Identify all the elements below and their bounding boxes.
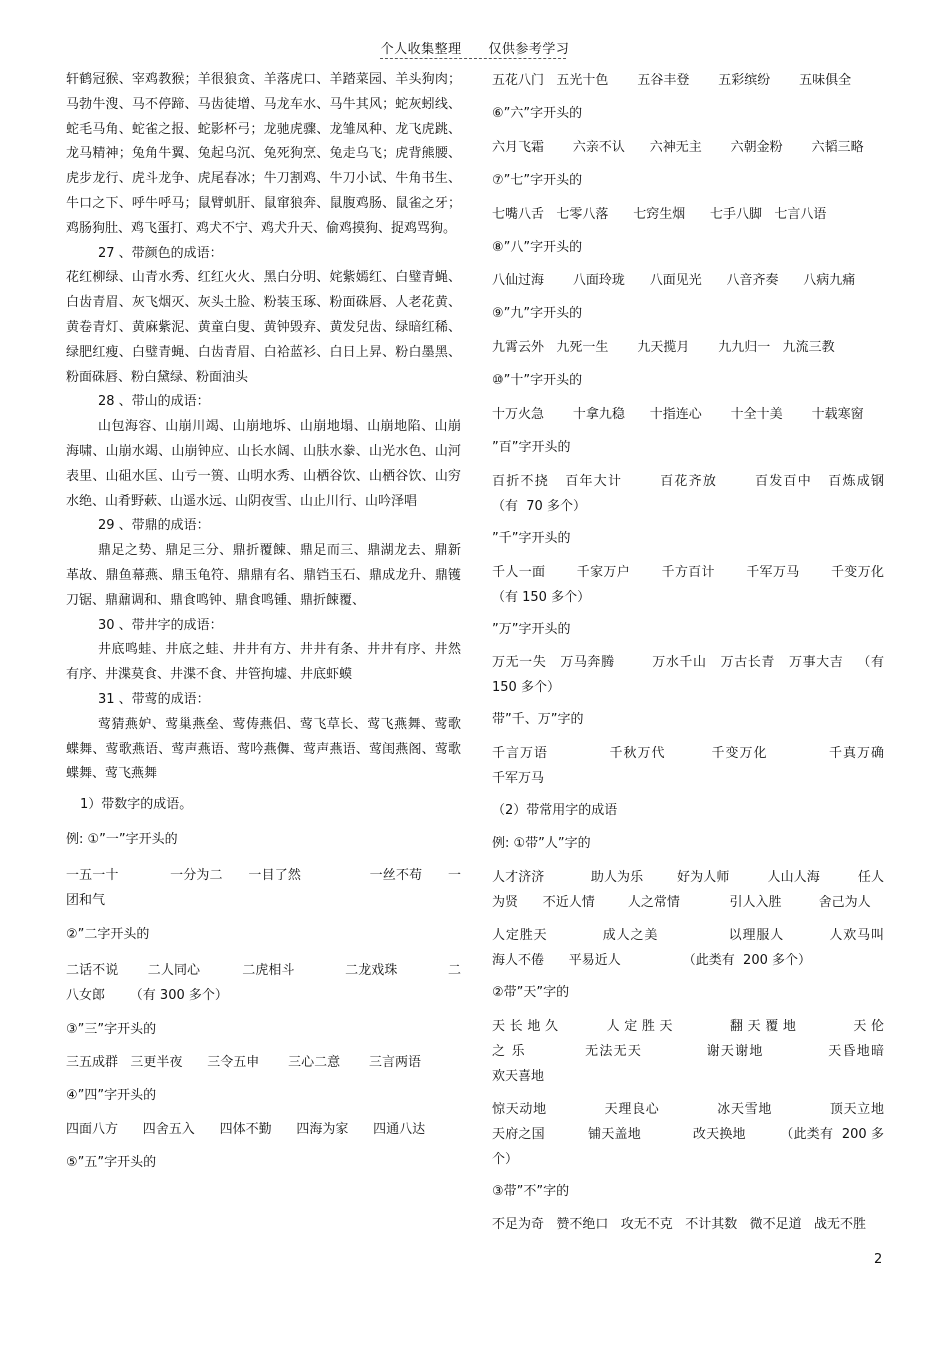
bu-idioms: 不足为奇 赞不绝口 攻无不克 不计其数 微不足道 战无不胜 bbox=[492, 1217, 866, 1233]
section-30-body: 井底鸣蛙、井底之蛙、井井有方、井井有条、井井有序、井然有序、井渫莫食、井渫不食、井管拘墟、井底虾蟆 bbox=[66, 642, 461, 683]
wan-idioms: 万无一失 万马奔腾 万水千山 万古长青 万事大吉 （有 150 多个） bbox=[492, 655, 889, 696]
hundred-idioms: 百折不挠 百年大计 百花齐放 百发百中 百炼成钢 （有 70 多个） bbox=[492, 473, 909, 514]
page-number: 2 bbox=[874, 1252, 883, 1267]
section-27-title: 27 、带颜色的成语： bbox=[98, 245, 223, 261]
common-char-title: （2）带常用字的成语 bbox=[492, 803, 618, 819]
eight-heading: ⑧”八”字开头的 bbox=[492, 239, 583, 255]
nine-heading: ⑨”九”字开头的 bbox=[492, 306, 583, 322]
three-idioms: 三五成群 三更半夜 三令五申 三心二意 三言两语 bbox=[66, 1055, 422, 1071]
ten-heading: ⑩”十”字开头的 bbox=[492, 373, 583, 389]
qian-wan-idioms: 千言万语 千秋万代 千变万化 千真万确 千军万马 bbox=[492, 746, 934, 787]
wan-heading: ”万”字开头的 bbox=[492, 621, 571, 637]
running-header bbox=[0, 38, 950, 57]
number-idioms-title: 1）带数字的成语。 bbox=[80, 797, 193, 813]
tian-idioms-group-1: 天 长 地 久 人 定 胜 天 翻 天 覆 地 天 伦 之 乐 无法无天 谢天谢地 天昏地暗 欢天喜地 bbox=[492, 1018, 938, 1084]
ren-idioms-group-1: 人才济济 助人为乐 好为人师 人山人海 任人为贤 不近人情 人之常情 引人入胜 舍己为人 bbox=[492, 869, 884, 910]
two-heading: ②”二字开头的 bbox=[66, 926, 150, 942]
five-idioms: 五花八门 五光十色 五谷丰登 五彩缤纷 五味俱全 bbox=[492, 73, 852, 88]
ren-idioms-group-2: 人定胜天 成人之美 以理服人 人欢马叫 海人不倦 平易近人 （此类有 200 多个） bbox=[492, 927, 930, 968]
section-29-title: 29 、带鼎的成语： bbox=[98, 518, 210, 534]
header-divider bbox=[380, 58, 566, 59]
eight-idioms: 八仙过海 八面玲珑 八面见光 八音齐奏 八病九痛 bbox=[492, 273, 856, 289]
two-idioms: 二话不说 二人同心 二虎相斗 二龙戏珠 二八女郎 （有 300 多个） bbox=[66, 962, 461, 1003]
seven-heading: ⑦”七”字开头的 bbox=[492, 172, 583, 188]
bu-heading: ③带”不”字的 bbox=[492, 1183, 570, 1199]
one-heading: 例: ①”一”字开头的 bbox=[66, 831, 178, 847]
hundred-heading: ”百”字开头的 bbox=[492, 439, 571, 455]
section-27-body: 花红柳绿、山青水秀、红红火火、黑白分明、姹紫嫣红、白璧青蝇、白齿青眉、灰飞烟灭、灰头土脸、粉装玉琢、粉面硃唇、人老花黄、黄卷青灯、黄麻紫泥、黄童白叟、黄钟毁弃、黄发兒齿、绿暗红稀、绿肥红瘦、白璧青蝇、白齿青眉、白袷蓝衫、白日上昇、粉白墨黑、粉面硃唇、粉白黛绿、粉面油头 bbox=[66, 270, 461, 385]
six-idioms: 六月飞霜 六亲不认 六神无主 六朝金粉 六韬三略 bbox=[492, 139, 864, 155]
one-idioms: 一五一十 一分为二 一目了然 一丝不苟 一团和气 bbox=[66, 867, 461, 908]
animal-idioms-paragraph: 轩鹤冠猴、宰鸡教猴；羊很狼贪、羊落虎口、羊踏菜园、羊头狗肉；马勃牛溲、马不停蹄、马齿徒增、马龙车水、马牛其风；蛇灰蚓线、蛇毛马角、蛇雀之报、蛇影杯弓；龙驰虎骤、龙雏凤种、龙飞虎跳、龙马精神；兔角牛翼、兔起乌沉、兔死狗烹、兔走乌飞；虎背熊腰、虎步龙行、虎斗龙争、虎尾春冰；牛刀割鸡、牛刀小试、牛角书生、牛口之下、呼牛呼马；鼠臂虮肝、鼠窜狼奔、鼠腹鸡肠、鼠雀之牙；鸡肠狗肚、鸡飞蛋打、鸡犬不宁、鸡犬升天、偷鸡摸狗、捉鸡骂狗。 bbox=[66, 72, 461, 236]
section-31-body: 莺猜燕妒、莺巢燕垒、莺俦燕侣、莺飞草长、莺飞燕舞、莺歌蝶舞、莺歌燕语、莺声燕语、莺吟燕儛、莺声燕语、莺闺燕阁、莺歌蝶舞、莺飞燕舞 bbox=[66, 716, 461, 782]
three-heading: ③”三”字开头的 bbox=[66, 1021, 157, 1037]
thousand-idioms: 千人一面 千家万户 千方百计 千军万马 千变万化 （有 150 多个） bbox=[492, 564, 926, 605]
section-31-title: 31 、带莺的成语： bbox=[98, 691, 210, 707]
section-30-title: 30 、带井字的成语： bbox=[98, 617, 223, 633]
qian-wan-heading: 带”千、万”字的 bbox=[492, 712, 584, 728]
thousand-heading: ”千”字开头的 bbox=[492, 530, 571, 546]
ten-idioms: 十万火急 十拿九稳 十指连心 十全十美 十载寒窗 bbox=[492, 406, 864, 422]
right-column bbox=[492, 68, 938, 1237]
section-28-title: 28 、带山的成语： bbox=[98, 394, 210, 410]
four-heading: ④”四”字开头的 bbox=[66, 1088, 157, 1104]
five-heading: ⑤”五”字开头的 bbox=[66, 1155, 157, 1171]
header-collect-text: 个人收集整理 bbox=[380, 42, 462, 57]
tian-heading: ②带”天”字的 bbox=[492, 984, 570, 1000]
seven-idioms: 七嘴八舌 七零八落 七窍生烟 七手八脚 七言八语 bbox=[492, 206, 827, 222]
section-28-body: 山包海容、山崩川竭、山崩地坼、山崩地塌、山崩地陷、山崩海啸、山崩水竭、山崩钟应、山长水阔、山肤水豢、山光水色、山河表里、山砠水匡、山亏一篑、山明水秀、山栖谷饮、山栖谷饮、山穷水绝、山肴野蔌、山遥水远、山阴夜雪、山止川行、山吟泽唱 bbox=[66, 419, 461, 509]
section-29-body: 鼎足之势、鼎足三分、鼎折覆餗、鼎足而三、鼎湖龙去、鼎新革故、鼎鱼幕燕、鼎玉龟符、鼎鼎有名、鼎铛玉石、鼎成龙升、鼎镬刀锯、鼎鼐调和、鼎食鸣钟、鼎食鸣锺、鼎折餗覆、 bbox=[66, 543, 461, 608]
ren-heading: 例: ①带”人”字的 bbox=[492, 835, 591, 851]
six-heading: ⑥”六”字开头的 bbox=[492, 106, 583, 121]
left-column bbox=[66, 68, 461, 1176]
nine-idioms: 九霄云外 九死一生 九天揽月 九九归一 九流三教 bbox=[492, 340, 835, 356]
header-reference-text: 仅供参考学习 bbox=[488, 42, 570, 57]
tian-idioms-group-2: 惊天动地 天理良心 冰天雪地 顶天立地 天府之国 铺天盖地 改天换地 （此类有 200 多个） bbox=[492, 1101, 938, 1167]
four-idioms: 四面八方 四舍五入 四体不勤 四海为家 四通八达 bbox=[66, 1122, 426, 1138]
